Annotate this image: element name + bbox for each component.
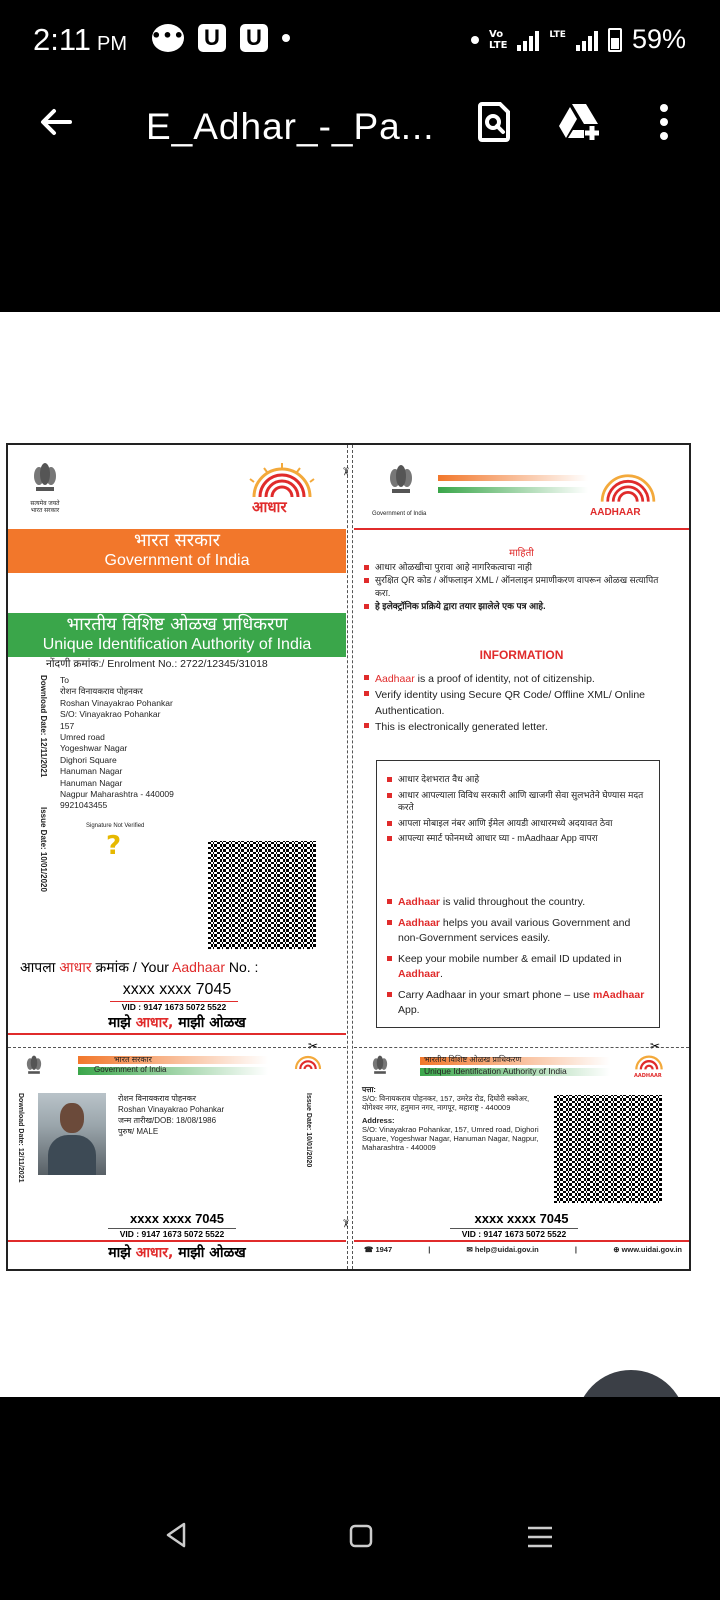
system-icons [471,24,686,55]
globe-icon: ⊕ [613,1245,622,1254]
card-aadhaar-logo-icon [290,1051,326,1075]
navigation-bar [0,1397,720,1600]
scissors-icon: ✂ [308,1039,319,1053]
info-item-en: Verify identity using Secure QR Code/ Offline XML/ Online Authentication. [364,687,682,719]
scissors-icon-top: ✂ [339,466,353,477]
back-arrow-icon[interactable] [34,100,78,144]
notif-u-icon-2: U [240,24,268,52]
card-vid-number: VID : 9147 1673 5072 5522 [108,1228,236,1239]
marathi-info-list [364,561,664,613]
volte-icon: Vo LTE [489,28,508,51]
back-nav-icon[interactable] [162,1521,190,1549]
card-divider [8,1240,346,1242]
home-nav-icon[interactable] [348,1523,374,1549]
national-emblem-icon [30,459,60,499]
aadhaar-letter-page [6,443,691,1271]
back-gov-caption: Government of India [372,511,427,517]
status-bar [0,0,720,80]
back-logo-text: AADHAAR [590,507,641,518]
info-item-en: Aadhaar is a proof of identity, not of citizenship. [364,671,682,687]
card-aadhaar-number: xxxx xxxx 7045 [130,1211,224,1226]
more-notifications-dot [282,34,290,42]
back-header-divider [354,528,689,530]
signal-icon [517,29,539,51]
validity-list-mr: आधार देशभरात वैध आहे आधार आपल्याला विविध सरकारी आणि खाजगी सेवा सुलभतेने घेण्यास मदत करते आपला मोबाइल नंबर आणि ईमेल आयडी आधारमध्ये अदयावत ठेवा आपल्या स्मार्ट फोनमध्ये आधार घ्या - mAadhaar App वापरा [387,773,649,845]
back-emblem-icon [386,461,416,501]
enrolment-number: नोंदणी क्रमांक:/ Enrolment No.: 2722/12345/31018 [46,658,268,670]
back-aadhaar-logo-icon [588,461,668,509]
recipient-address: To रोशन विनायकराव पोहनकर Roshan Vinayakrao Pohankar S/O: Vinayakrao Pohankar 157 Umred road Yogeshwar Nagar Dighori Square Hanuman Nagar Hanuman Nagar Nagpur Maharashtra - 440009 9921043455 [60,675,174,811]
card-back-divider [354,1240,689,1242]
card-back-uidai-hi: भारतीय विशिष्ट ओळख प्राधिकरण [424,1055,522,1064]
card-emblem-icon [24,1053,44,1079]
cut-line [8,1047,346,1048]
aadhaar-logo-text: आधार [252,498,287,516]
scissors-icon-bottom: ✂ [339,1218,353,1229]
back-half [354,445,689,1269]
signal-icon-2 [576,29,598,51]
download-date: Download Date: 12/11/2021 [39,675,48,778]
lte-label: LTE [549,29,566,40]
card-issue-date: Issue Date: 10/01/2020 [305,1093,312,1168]
status-time: 2:11 PM [33,22,128,57]
validity-list-en: Aadhaar is valid throughout the country. Aadhaar helps you avail various Government and non-Government services easily. Keep your mobile number & email ID updated in Aadhaar. Carry Aadhaar in your smart phone – use mAadhaar App. [387,895,649,1019]
message-icon: ••• [152,24,184,52]
card-gov-hi: भारत सरकार [114,1055,152,1064]
photo-avatar [38,1093,106,1175]
back-green-stripe [438,487,588,493]
card-holder-details: रोशन विनायकराव पोहनकर Roshan Vinayakrao Pohankar जन्म तारीख/DOB: 18/08/1986 पुरुष/ MALE [118,1094,225,1136]
mahiti-heading: माहिती [509,548,534,559]
web-contact: ⊕ www.uidai.gov.in [613,1245,682,1254]
add-to-drive-icon[interactable] [556,98,604,146]
back-orange-stripe [438,475,588,481]
validity-box [376,760,660,1028]
notif-u-icon: U [198,24,226,52]
email-contact: ✉ help@uidai.gov.in [466,1245,539,1254]
issue-date: Issue Date: 10/01/2020 [39,807,48,892]
recents-nav-icon[interactable] [526,1525,554,1549]
battery-percent: 59% [631,24,686,54]
uidai-band: भारतीय विशिष्ट ओळख प्राधिकरण Unique Identification Authority of India [8,613,346,657]
back-cut-line [354,1047,689,1048]
find-in-page-icon[interactable] [470,98,518,146]
app-bar [0,80,720,312]
vid-number: VID : 9147 1673 5072 5522 [110,1001,238,1012]
dot-icon [471,36,479,44]
card-back-qr-code [554,1095,662,1203]
pdf-viewer[interactable] [0,312,720,1397]
card-back-logo-text: AADHAAR [634,1073,662,1079]
info-item-mr: हे इलेक्ट्रॉनिक प्रक्रिये द्वारा तयार झालेले एक पत्र आहे. [364,600,664,613]
signature-status: Signature Not Verified [86,823,145,829]
aadhaar-number: xxxx xxxx 7045 [122,981,232,998]
card-download-date: Download Date: 12/11/2021 [17,1093,24,1183]
info-item-mr: आधार ओळखीचा पुरावा आहे नागरिकत्वाचा नाही [364,561,664,574]
contact-footer: ☎ 1947 | ✉ help@uidai.gov.in | ⊕ www.uidai.gov.in [364,1245,682,1254]
information-heading: INFORMATION [479,648,564,662]
signature-unknown-icon: ? [106,831,122,861]
phone-icon: ☎ [364,1245,376,1254]
card-tagline: माझे आधार, माझी ओळख [108,1245,246,1261]
qr-code [208,841,316,949]
card-gov-en: Government of India [94,1065,167,1074]
info-item-en: This is electronically generated letter. [364,719,682,735]
government-band: भारत सरकार Government of India [8,529,346,573]
card-back-address: पत्ता: S/O: विनायकराव पोहनकर, 157, उमरेड रोड, दिघोरी स्क्वेअर, योगेश्वर नगर, हनुमान नगर, नागपूर, महाराष्ट्र - 440009 Address: S/O: Vinayakrao Pohankar, 157, Umred road, Dighori Square, Yogeshwar Nagar, Hanuman Nagar, Nagpur, Maharashtra - 440009 [362,1085,539,1152]
fold-separator [347,445,353,1269]
document-title: E_Adhar_-_Pa... [146,106,435,147]
card-back-aadhaar-number: xxxx xxxx 7045 [474,1211,569,1226]
divider-line [8,1033,346,1035]
phone-contact: ☎ 1947 [364,1245,393,1254]
card-back-logo-icon [630,1051,668,1075]
back-scissors-icon: ✂ [650,1039,661,1053]
email-icon: ✉ [466,1245,475,1254]
info-item-mr: सुरक्षित QR कोड / ऑफलाइन XML / ऑनलाइन प्रमाणीकरण वापरून ओळख सत्यापित करा. [364,574,664,600]
card-back-uidai-en: Unique Identification Authority of India [424,1066,567,1076]
more-options-icon[interactable] [640,98,688,146]
card-orange-stripe [78,1056,268,1064]
card-back-vid-number: VID : 9147 1673 5072 5522 [450,1228,578,1239]
front-half [8,445,346,1269]
your-aadhaar-label: आपला आधार क्रमांक / Your Aadhaar No. : [20,959,259,975]
emblem-caption: सत्यमेव जयते भारत सरकार [30,501,60,514]
tagline: माझे आधार, माझी ओळख [108,1015,246,1031]
notification-icons [152,24,290,52]
battery-icon [608,28,622,52]
card-back-emblem-icon [370,1053,390,1079]
english-info-list [364,671,682,735]
